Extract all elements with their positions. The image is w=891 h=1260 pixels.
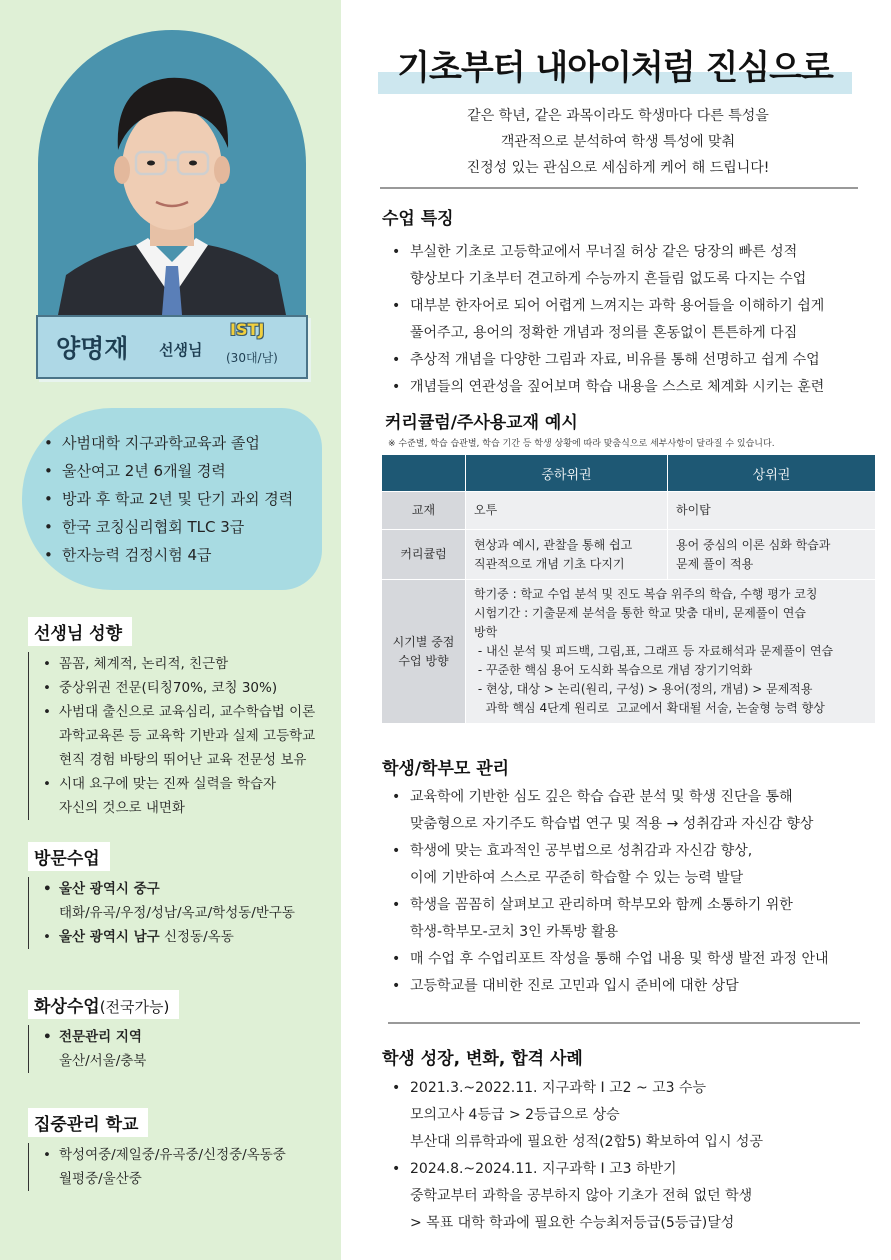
list-item-cont: 이에 기반하여 스스로 꾸준히 학습할 수 있는 능력 발달 (410, 870, 744, 886)
online-detail: 울산/서울/충북 (59, 1053, 147, 1069)
list-item: • 2024.8.~2024.11. 지구과학 Ⅰ 고3 하반기 (390, 1156, 763, 1183)
cell-line: 용어 중심의 이론 심화 학습과 (676, 537, 831, 552)
row-label (382, 580, 466, 724)
list-item-cont: 모의고사 4등급 > 2등급으로 상승 (410, 1107, 620, 1123)
list-item-cont: 현직 경험 바탕의 뛰어난 교육 전문성 보유 (59, 752, 307, 768)
row-label-line: 시기별 중점 (392, 634, 455, 649)
list-item-cont: 부산대 의류학과에 필요한 성적(2합5) 확보하여 입시 성공 (410, 1134, 763, 1150)
mbti-badge: ISTJ (230, 320, 265, 339)
list-item-cont: 중학교부터 과학을 공부하지 않아 기초가 전혀 없던 학생 (410, 1188, 753, 1204)
list-item: • 학생에 맞는 효과적인 공부법으로 성취감과 자신감 향상, (390, 838, 829, 865)
list-item: • 학생을 꼼꼼히 살펴보고 관리하며 학부모와 함께 소통하기 위한 (390, 892, 829, 919)
list-item: • 대부분 한자어로 되어 어렵게 느껴지는 과학 용어들을 이해하기 쉽게 (390, 293, 824, 320)
table-cell: 오투 (466, 492, 668, 530)
online-title-sub: (전국가능) (99, 998, 170, 1016)
list-item: • 매 수업 후 수업리포트 작성을 통해 수업 내용 및 학생 발전 과정 안내 (390, 946, 829, 973)
credential-item: • 한자능력 검정시험 4급 (44, 541, 293, 569)
schools-list (28, 1143, 286, 1191)
visit-region-name: 울산 광역시 남구 (59, 929, 160, 945)
profile-photo (38, 30, 306, 315)
list-item: • 고등학교를 대비한 진로 고민과 입시 준비에 대한 상담 (390, 973, 829, 1000)
table-row (382, 492, 876, 530)
intro-line: 같은 학년, 같은 과목이라도 학생마다 다른 특성을 (467, 108, 769, 124)
visit-region-detail: 신정동/옥동 (159, 929, 234, 945)
divider (380, 187, 858, 189)
table-corner (382, 455, 466, 492)
credential-item: • 한국 코칭심리협회 TLC 3급 (44, 513, 293, 541)
strategy-line: 방학 (474, 625, 498, 639)
table-cell: 하이탑 (668, 492, 876, 530)
visit-list (28, 877, 295, 949)
list-item: • 추상적 개념을 다양한 그림과 자료, 비유를 통해 선명하고 쉽게 수업 (390, 347, 824, 374)
intro-line: 객관적으로 분석하여 학생 특성에 맞춰 (500, 134, 736, 150)
list-item: • 중상위권 전문(티칭70%, 코칭 30%) (43, 676, 315, 700)
strategy-line: 과학 핵심 4단계 원리로 고교에서 확대될 서술, 논술형 능력 향상 (474, 701, 825, 715)
headline: 기초부터 내아이처럼 진심으로 (397, 48, 833, 88)
list-item: • 시대 요구에 맞는 진짜 실력을 학습자 (43, 772, 315, 796)
schools-title: 집중관리 학교 (28, 1108, 148, 1137)
cases-title: 학생 성장, 변화, 합격 사례 (382, 1049, 583, 1069)
strategy-line: - 내신 분석 및 피드백, 그림,표, 그래프 등 자료해석과 문제풀이 연습 (474, 644, 834, 658)
list-item-cont: 맞춤형으로 자기주도 학습법 연구 및 적용 → 성취감과 자신감 향상 (410, 816, 814, 832)
visit-region-2 (43, 925, 295, 949)
credentials-list (44, 429, 293, 569)
list-item-cont: 학생-학부모-코치 3인 카톡방 활용 (410, 924, 619, 940)
table-header-lower: 중하위권 (466, 455, 668, 492)
online-list (28, 1025, 179, 1073)
table-header-row (382, 455, 876, 492)
list-item-cont: > 목표 대학 학과에 필요한 수능최저등급(5등급)달성 (410, 1215, 735, 1231)
divider (388, 1022, 860, 1024)
teacher-title: 선생님 (159, 341, 203, 359)
list-item: • 꼼꼼, 체계적, 논리적, 친근함 (43, 652, 315, 676)
table-row (382, 530, 876, 580)
features-list (390, 239, 824, 401)
cell-line: 문제 풀이 적용 (676, 556, 754, 571)
list-item: • 2021.3.~2022.11. 지구과학 Ⅰ 고2 ~ 고3 수능 (390, 1075, 763, 1102)
list-item-cont: 자신의 것으로 내면화 (59, 800, 185, 816)
cell-line: 현상과 예시, 관찰을 통해 쉽고 (474, 537, 633, 552)
list-item-cont: 과학교육론 등 교육학 기반과 실제 고등학교 (59, 728, 316, 744)
personality-list (28, 652, 315, 820)
intro-line: 진정성 있는 관심으로 세심하게 케어 해 드립니다! (466, 160, 770, 176)
strategy-line: - 꾸준한 핵심 용어 도식화 복습으로 개념 장기기억화 (474, 663, 753, 677)
list-item-cont: 향상보다 기초부터 견고하게 수능까지 흔들림 없도록 다지는 수업 (410, 271, 807, 287)
credential-item: • 울산여고 2년 6개월 경력 (44, 457, 293, 485)
strategy-line: - 현상, 대상 > 논리(원리, 구성) > 용어(정의, 개념) > 문제적용 (474, 682, 813, 696)
management-list (390, 784, 829, 1000)
strategy-line: 시험기간 : 기출문제 분석을 통한 학교 맞춤 대비, 문제풀이 연습 (474, 606, 806, 620)
list-item: • 교육학에 기반한 심도 깊은 학습 습관 분석 및 학생 진단을 통해 (390, 784, 829, 811)
visit-region-detail: 태화/유곡/우정/성남/옥교/학성동/반구동 (59, 905, 295, 921)
left-column (0, 0, 341, 1260)
cell-line: 직관적으로 개념 기초 다지기 (474, 556, 625, 571)
table-row (382, 580, 876, 724)
list-item-cont: 풀어주고, 용어의 정확한 개념과 정의를 혼동없이 튼튼하게 다짐 (410, 325, 798, 341)
teacher-age: (30대/남) (226, 351, 278, 365)
table-cell (668, 530, 876, 580)
teacher-name: 양명재 (56, 334, 129, 363)
visit-section (28, 842, 295, 949)
row-label-line: 수업 방향 (398, 653, 449, 668)
strategy-cell (466, 580, 876, 724)
personality-title: 선생님 성향 (28, 617, 132, 646)
management-title: 학생/학부모 관리 (382, 759, 510, 779)
list-item: • 사범대 출신으로 교육심리, 교수학습법 이론 (43, 700, 315, 724)
intro-text (380, 103, 856, 181)
row-label: 교재 (382, 492, 466, 530)
features-title: 수업 특징 (382, 209, 454, 229)
schools-section (28, 1108, 286, 1191)
personality-section (28, 617, 315, 820)
online-title (28, 990, 179, 1019)
row-label: 커리큘럼 (382, 530, 466, 580)
strategy-line: 학기중 : 학교 수업 분석 및 진도 복습 위주의 학습, 수행 평가 코칭 (474, 587, 818, 601)
visit-title: 방문수업 (28, 842, 110, 871)
online-title-text: 화상수업 (34, 997, 100, 1017)
table-header-upper: 상위권 (668, 455, 876, 492)
name-card (36, 315, 308, 379)
online-section (28, 990, 179, 1073)
curriculum-title: 커리큘럼/주사용교재 예시 (385, 413, 578, 433)
cases-list (390, 1075, 763, 1237)
schools-line: 월평중/울산중 (59, 1171, 142, 1187)
credential-item: • 방과 후 학교 2년 및 단기 과외 경력 (44, 485, 293, 513)
schools-line: • 학성여중/제일중/유곡중/신정중/옥동중 (43, 1143, 286, 1167)
list-item: • 개념들의 연관성을 짚어보며 학습 내용을 스스로 체계화 시키는 훈련 (390, 374, 824, 401)
credentials-box (22, 408, 322, 590)
list-item: • 부실한 기초로 고등학교에서 무너질 허상 같은 당장의 빠른 성적 (390, 239, 824, 266)
credential-item: • 사범대학 지구과학교육과 졸업 (44, 429, 293, 457)
curriculum-table (381, 454, 876, 724)
curriculum-note: ※ 수준별, 학습 습관별, 학습 기간 등 학생 상황에 따라 맞춤식으로 세부사항이 달라질 수 있습니다. (388, 439, 775, 449)
teacher-portrait-icon (38, 30, 306, 315)
online-label: • 전문관리 지역 (43, 1025, 179, 1049)
table-cell (466, 530, 668, 580)
visit-region: • 울산 광역시 중구 (43, 877, 295, 901)
